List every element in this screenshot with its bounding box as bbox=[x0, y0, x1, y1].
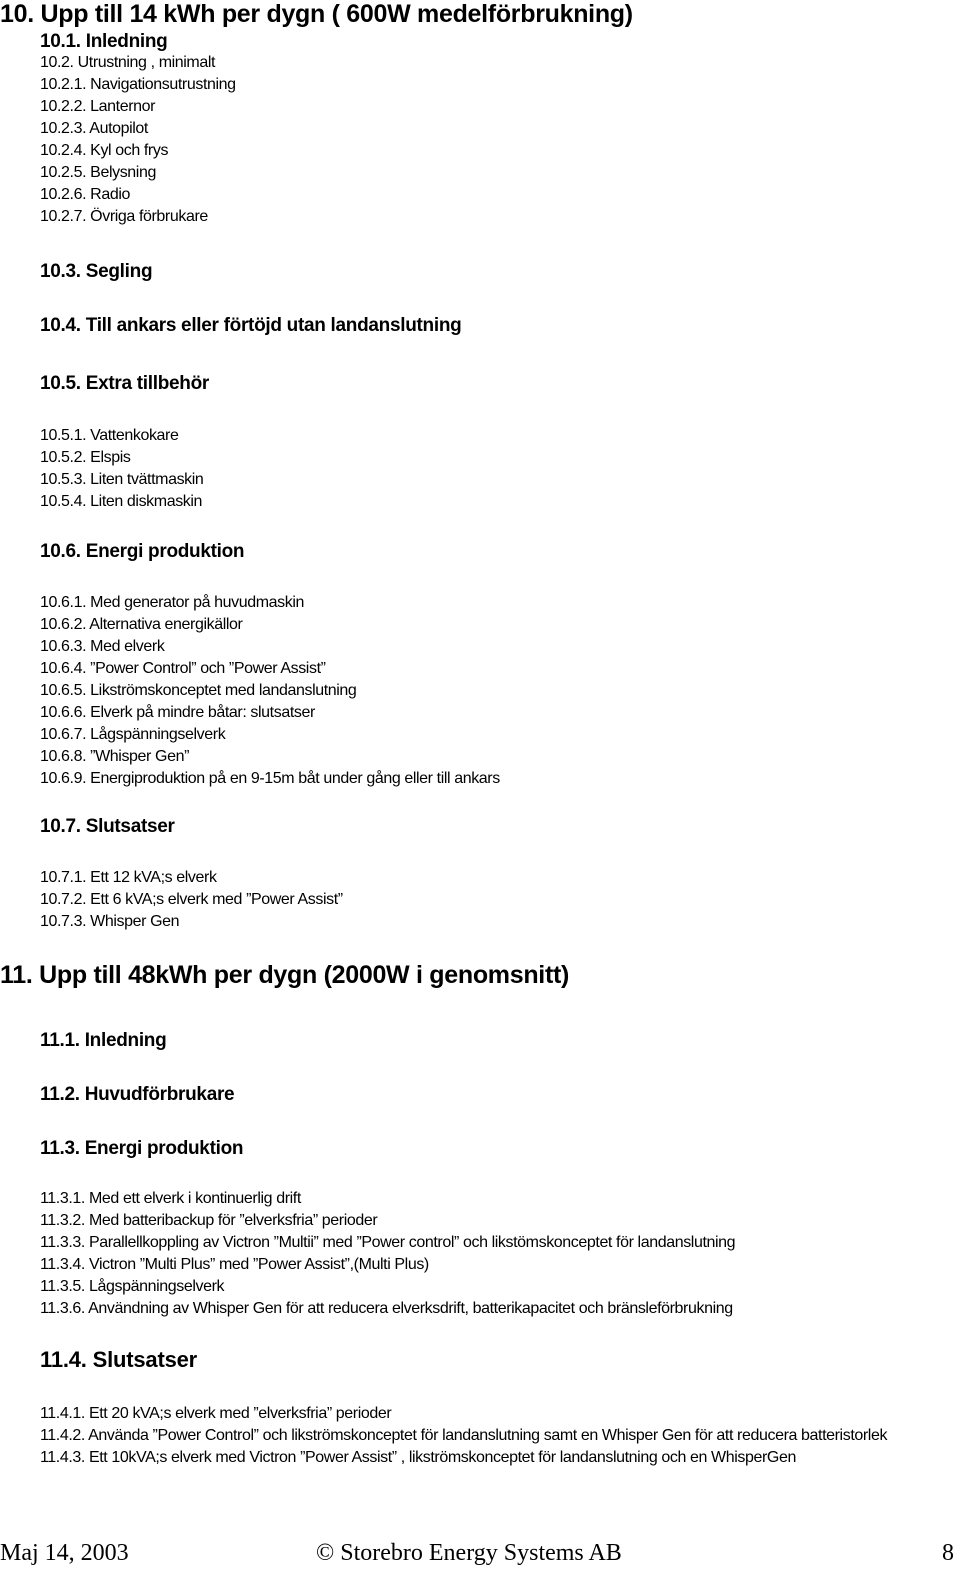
toc-item: 10.6.2. Alternativa energikällor bbox=[40, 616, 243, 633]
toc-item: 10.2.7. Övriga förbrukare bbox=[40, 208, 208, 225]
toc-item: 10.7.1. Ett 12 kVA;s elverk bbox=[40, 869, 217, 886]
toc-item: 10.7.2. Ett 6 kVA;s elverk med ”Power Assist” bbox=[40, 891, 343, 908]
toc-item: 10.6.8. ”Whisper Gen” bbox=[40, 748, 189, 765]
toc-item: 10.6.7. Lågspänningselverk bbox=[40, 726, 226, 743]
toc-item: 11.4.3. Ett 10kVA;s elverk med Victron ”Power Assist” , likströmskonceptet för landanslutning och en WhisperGen bbox=[40, 1449, 796, 1466]
toc-item: 11.3.3. Parallellkoppling av Victron ”Multii” med ”Power control” och likstömskonceptet för landanslutning bbox=[40, 1234, 736, 1251]
toc-item: 11.4.1. Ett 20 kVA;s elverk med ”elverksfria” perioder bbox=[40, 1405, 392, 1422]
toc-item: 11.4.2. Använda ”Power Control” och likströmskonceptet för landanslutning samt en Whisper Gen för att reducera batteristorlek bbox=[40, 1427, 888, 1444]
toc-heading: 11.1. Inledning bbox=[40, 1030, 167, 1051]
toc-heading: 10.1. Inledning bbox=[40, 31, 168, 52]
toc-item: 10.5.4. Liten diskmaskin bbox=[40, 493, 203, 510]
toc-item: 10.2.4. Kyl och frys bbox=[40, 142, 169, 159]
toc-item: 10.5.1. Vattenkokare bbox=[40, 427, 179, 444]
toc-item: 11.3.4. Victron ”Multi Plus” med ”Power Assist”,(Multi Plus) bbox=[40, 1256, 429, 1273]
toc-item: 11.3.1. Med ett elverk i kontinuerlig drift bbox=[40, 1190, 301, 1207]
toc-heading: 11.2. Huvudförbrukare bbox=[40, 1084, 235, 1105]
footer-date: Maj 14, 2003 bbox=[0, 1540, 129, 1566]
toc-heading: 11.4. Slutsatser bbox=[40, 1347, 198, 1372]
toc-item: 10.5.2. Elspis bbox=[40, 449, 131, 466]
toc-item: 10.7.3. Whisper Gen bbox=[40, 913, 180, 930]
toc-item: 10.6.4. ”Power Control” och ”Power Assist” bbox=[40, 660, 326, 677]
toc-item: 11.3.5. Lågspänningselverk bbox=[40, 1278, 225, 1295]
toc-heading: 10.4. Till ankars eller förtöjd utan landanslutning bbox=[40, 315, 462, 336]
toc-item: 10.6.3. Med elverk bbox=[40, 638, 165, 655]
toc-item: 10.6.1. Med generator på huvudmaskin bbox=[40, 594, 304, 611]
toc-item: 10.6.6. Elverk på mindre båtar: slutsatser bbox=[40, 704, 315, 721]
toc-item: 10.2. Utrustning , minimalt bbox=[40, 54, 216, 71]
toc-item: 10.2.6. Radio bbox=[40, 186, 130, 203]
toc-heading: 10.7. Slutsatser bbox=[40, 816, 175, 837]
footer-page-number: 8 bbox=[942, 1540, 954, 1566]
toc-item: 10.6.9. Energiproduktion på en 9-15m båt under gång eller till ankars bbox=[40, 770, 500, 787]
toc-item: 10.2.3. Autopilot bbox=[40, 120, 148, 137]
toc-item: 10.2.2. Lanternor bbox=[40, 98, 156, 115]
toc-item: 10.5.3. Liten tvättmaskin bbox=[40, 471, 204, 488]
toc-heading: 10.6. Energi produktion bbox=[40, 541, 245, 562]
toc-heading: 11. Upp till 48kWh per dygn (2000W i genomsnitt) bbox=[0, 961, 570, 989]
toc-item: 10.2.1. Navigationsutrustning bbox=[40, 76, 236, 93]
page-footer bbox=[0, 1540, 960, 1570]
toc-heading: 10. Upp till 14 kWh per dygn ( 600W medelförbrukning) bbox=[0, 0, 633, 28]
toc-item: 10.6.5. Likströmskonceptet med landanslutning bbox=[40, 682, 357, 699]
toc-item: 11.3.2. Med batteribackup för ”elverksfria” perioder bbox=[40, 1212, 378, 1229]
toc-heading: 11.3. Energi produktion bbox=[40, 1138, 244, 1159]
toc-heading: 10.3. Segling bbox=[40, 261, 153, 282]
toc-heading: 10.5. Extra tillbehör bbox=[40, 373, 209, 394]
footer-company: © Storebro Energy Systems AB bbox=[316, 1540, 622, 1566]
toc-item: 10.2.5. Belysning bbox=[40, 164, 156, 181]
toc-item: 11.3.6. Användning av Whisper Gen för att reducera elverksdrift, batterikapacitet och bränsleförbrukning bbox=[40, 1300, 733, 1317]
